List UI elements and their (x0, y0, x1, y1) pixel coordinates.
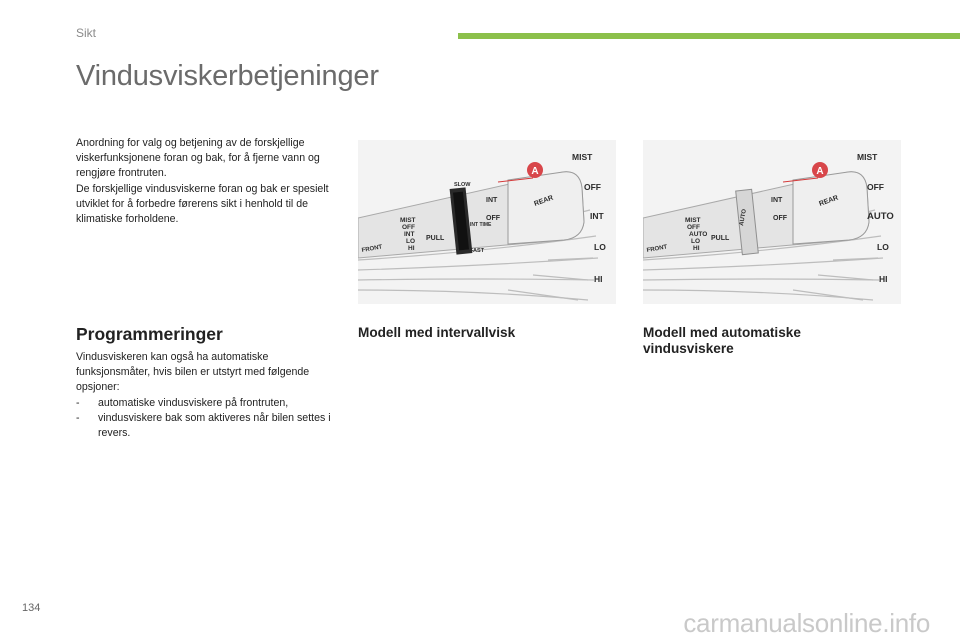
section-label: Sikt (76, 26, 97, 40)
list-item: - vindusviskere bak som aktiveres når bilen settes i revers. (76, 411, 338, 441)
front-label-mist: MIST (400, 217, 416, 224)
front-word: FRONT (361, 244, 383, 254)
side-label-mist: MIST (572, 152, 593, 162)
ring-label-slow: SLOW (454, 182, 471, 188)
stalk-label-off: OFF (486, 215, 500, 222)
front-label-lo: LO (406, 238, 416, 245)
intro-text (76, 136, 338, 227)
stalk-label-int: INT (771, 197, 783, 204)
side-label-lo: LO (594, 242, 606, 252)
front-label-mist: MIST (685, 217, 701, 224)
callout-a: A (816, 166, 824, 177)
auto-caption: Modell med automatiske vindusviskere (643, 325, 801, 356)
ring-label-auto: AUTO (739, 208, 748, 227)
auto-wiper-illustration (643, 140, 901, 304)
front-label-int: INT (404, 231, 415, 238)
ring-label-fast: FAST (470, 248, 485, 254)
side-label-off: OFF (867, 182, 884, 192)
side-label-off: OFF (584, 182, 601, 192)
pull-label: PULL (426, 235, 445, 242)
front-label-off: OFF (402, 224, 415, 231)
interval-caption: Modell med intervallvisk (358, 325, 516, 340)
watermark: carmanualsonline.info (683, 608, 930, 638)
section-accent-bar (458, 33, 960, 39)
page-title: Vindusviskerbetjeninger (76, 60, 379, 92)
stalk-label-rear: REAR (818, 194, 840, 208)
pull-label: PULL (711, 235, 730, 242)
callout-a: A (531, 166, 539, 177)
ring-label-int-time: INT TIME (470, 222, 492, 228)
side-label-lo: LO (877, 242, 889, 252)
programming-text (76, 350, 338, 441)
programming-heading: Programmeringer (76, 324, 223, 344)
front-word: FRONT (646, 244, 668, 254)
front-label-off: OFF (687, 224, 700, 231)
front-label-hi: HI (693, 245, 700, 252)
stalk-label-off: OFF (773, 215, 787, 222)
stalk-label-rear: REAR (533, 194, 555, 208)
programming-options-list (76, 396, 338, 442)
side-label-int: INT (590, 211, 604, 221)
list-item: - automatiske vindusviskere på frontruten, (76, 396, 338, 411)
side-label-hi: HI (879, 274, 888, 284)
programming-intro: Vindusviskeren kan også ha automatiske funksjonsmåter, hvis bilen er utstyrt med følgende opsjoner: (76, 351, 310, 394)
interval-wiper-illustration (358, 140, 616, 304)
front-label-hi: HI (408, 245, 415, 252)
side-label-auto: AUTO (867, 211, 894, 222)
side-label-hi: HI (594, 274, 603, 284)
front-label-lo: LO (691, 238, 701, 245)
page-number: 134 (22, 602, 41, 614)
intro-paragraph-1: Anordning for valg og betjening av de forskjellige viskerfunksjonene foran og bak, for å fjerne vann og rengjøre frontruten. (76, 137, 320, 180)
front-label-auto: AUTO (689, 231, 708, 238)
stalk-label-int: INT (486, 197, 498, 204)
side-label-mist: MIST (857, 152, 878, 162)
intro-paragraph-2: De forskjellige vindusviskerne foran og bak er spesielt utviklet for å forbedre førerens sikt i henhold til de klimatiske forholdene. (76, 182, 329, 226)
